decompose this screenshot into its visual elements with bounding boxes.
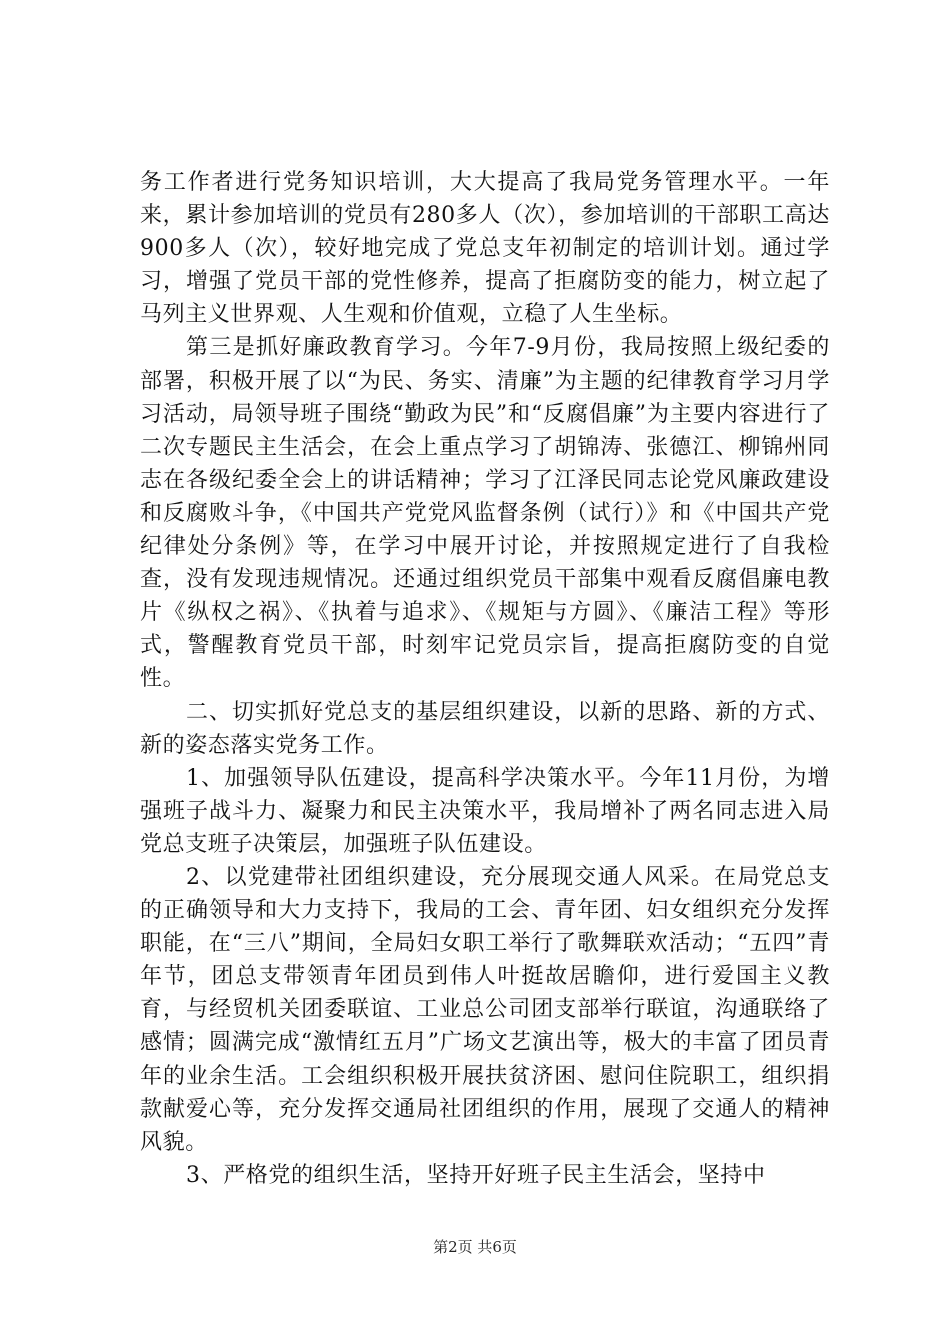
paragraph-social-organizations: 2、以党建带社团组织建设，充分展现交通人风采。在局党总支的正确领导和大力支持下，我局的工会、青年团、妇女组织充分发挥职能，在“三八”期间，全局妇女职工举行了歌舞联欢活动；“五四”青年节，团总支带领青年团员到伟人叶挺故居瞻仰，进行爱国主义教育，与经贸机关团委联谊、工业总公司团支部举行联谊，沟通联络了感情；圆满完成“激情红五月”广场文艺演出等，极大的丰富了团员青年的业余生活。工会组织积极开展扶贫济困、慰问住院职工，组织捐款献爱心等，充分发挥交通局社团组织的作用，展现了交通人的精神风貌。 [140, 864, 830, 1155]
paragraph-training-summary: 务工作者进行党务知识培训，大大提高了我局党务管理水平。一年来，累计参加培训的党员有280多人（次），参加培训的干部职工高达900多人（次），较好地完成了党总支年初制定的培训计划。通过学习，增强了党员干部的党性修养，提高了拒腐防变的能力，树立起了马列主义世界观、人生观和价值观，立稳了人生坐标。 [140, 170, 830, 328]
paragraph-integrity-education: 第三是抓好廉政教育学习。今年7-9月份，我局按照上级纪委的部署，积极开展了以“为民、务实、清廉”为主题的纪律教育学习月学习活动，局领导班子围绕“勤政为民”和“反腐倡廉”为主要内容进行了二次专题民主生活会，在会上重点学习了胡锦涛、张德江、柳锦州同志在各级纪委全会上的讲话精神；学习了江泽民同志论党风廉政建设和反腐败斗争，《中国共产党党风监督条例（试行）》和《中国共产党纪律处分条例》等，在学习中展开讨论，并按照规定进行了自我检查，没有发现违规情况。还通过组织党员干部集中观看反腐倡廉电教片《纵权之祸》、《执着与追求》、《规矩与方圆》、《廉洁工程》等形式，警醒教育党员干部，时刻牢记党员宗旨，提高拒腐防变的自觉性。 [140, 335, 830, 692]
page-number-footer: 第2页 共6页 [433, 1238, 517, 1256]
paragraph-section-heading-two: 二、切实抓好党总支的基层组织建设，以新的思路、新的方式、新的姿态落实党务工作。 [140, 699, 830, 758]
paragraph-organizational-life: 3、严格党的组织生活，坚持开好班子民主生活会，坚持中 [186, 1162, 766, 1188]
paragraph-leadership-building: 1、加强领导队伍建设，提高科学决策水平。今年11月份，为增强班子战斗力、凝聚力和民主决策水平，我局增补了两名同志进入局党总支班子决策层，加强班子队伍建设。 [140, 765, 830, 857]
document-body [140, 166, 830, 1192]
